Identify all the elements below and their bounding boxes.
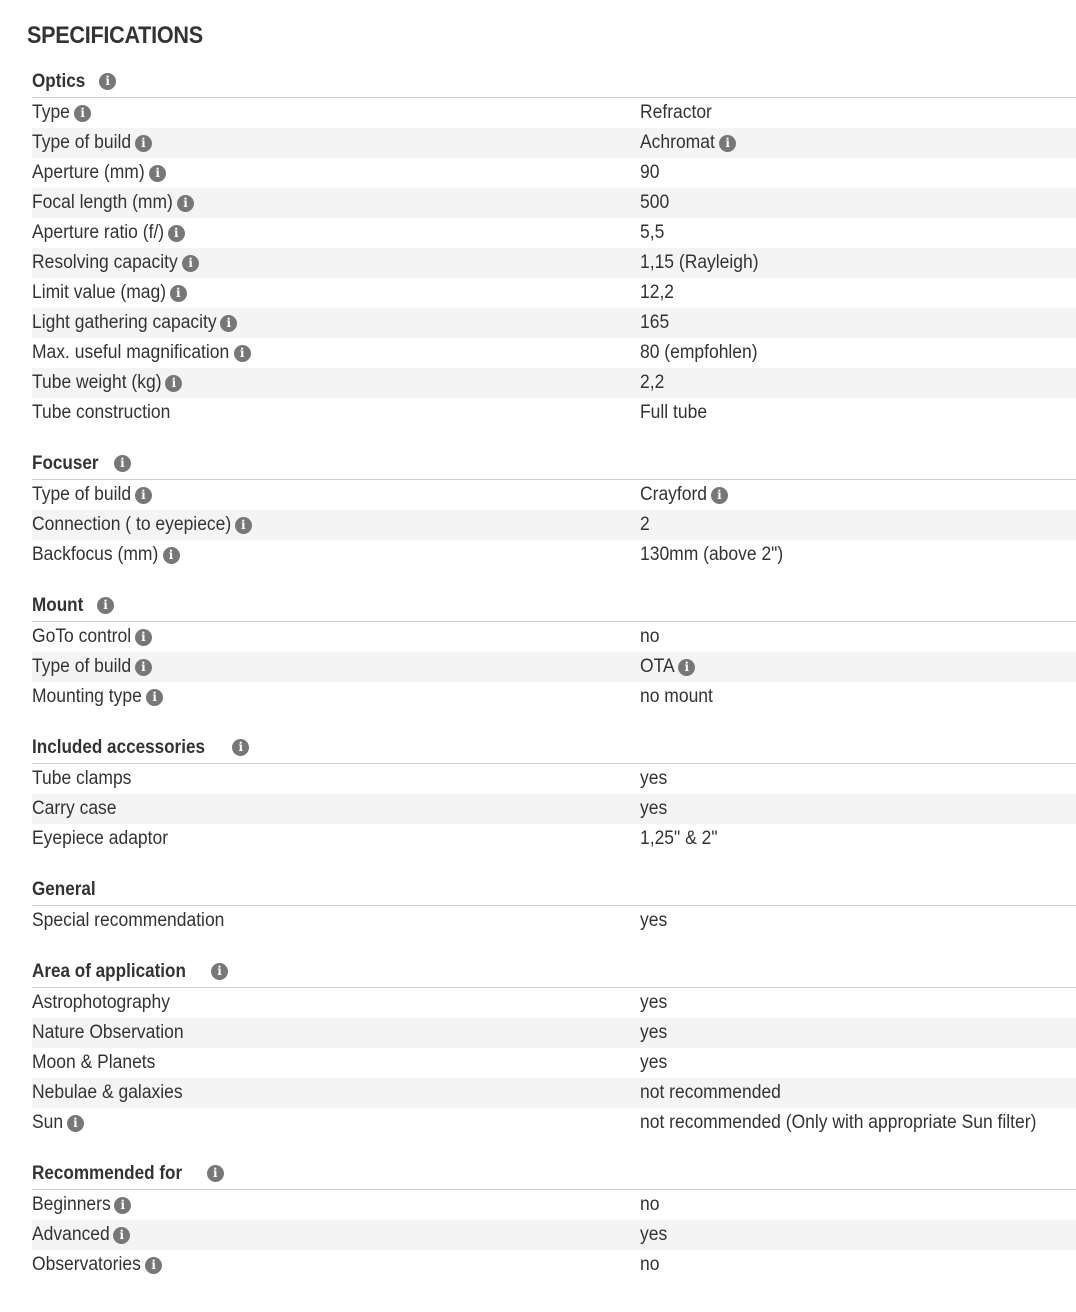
info-icon[interactable]: i (207, 1165, 224, 1182)
spec-row (32, 98, 1076, 128)
spec-value-text: Full tube (640, 402, 708, 423)
section-header-optics (32, 64, 1076, 98)
spec-value-text: yes (640, 798, 668, 819)
spec-label (32, 828, 640, 850)
spec-value-text: yes (640, 1052, 668, 1073)
info-icon[interactable]: i (163, 547, 180, 564)
spec-label-text: Nebulae & galaxies (32, 1082, 183, 1103)
spec-value (640, 514, 1076, 536)
spec-value (640, 1194, 1076, 1216)
spec-value-text: Crayford (640, 484, 708, 505)
section-title: General (32, 878, 96, 900)
spec-value-text: yes (640, 992, 668, 1013)
section-title: Included accessories (32, 736, 205, 758)
spec-row (32, 794, 1076, 824)
spec-row (32, 1250, 1076, 1280)
spec-label (32, 1112, 640, 1134)
spec-value-text: 1,25" & 2" (640, 828, 718, 849)
spec-label (32, 222, 640, 244)
spec-label (32, 992, 640, 1014)
spec-label (32, 1022, 640, 1044)
spec-value-text: 90 (640, 162, 660, 183)
spec-label-text: Observatories (32, 1254, 141, 1275)
spec-value-text: yes (640, 768, 668, 789)
spec-value (640, 992, 1076, 1014)
spec-row (32, 682, 1076, 712)
spec-label (32, 102, 640, 124)
spec-value-text: OTA (640, 656, 675, 677)
spec-value (640, 222, 1076, 244)
spec-row (32, 278, 1076, 308)
spec-row (32, 398, 1076, 428)
spec-value-text: no (640, 626, 660, 647)
spec-value (640, 1022, 1076, 1044)
spec-label (32, 626, 640, 648)
spec-label-text: Nature Observation (32, 1022, 184, 1043)
spec-label (32, 514, 640, 536)
spec-value-text: 500 (640, 192, 670, 213)
spec-value-text: 130mm (above 2") (640, 544, 784, 565)
spec-label-text: Focal length (mm) (32, 192, 173, 213)
info-icon[interactable]: i (113, 1227, 130, 1244)
specifications-table (32, 64, 1076, 1280)
spec-label-text: Max. useful magnification (32, 342, 230, 363)
spec-label (32, 1052, 640, 1074)
spec-value (640, 402, 1076, 424)
info-icon[interactable]: i (234, 345, 251, 362)
section-spacer (32, 712, 1076, 730)
spec-label-text: Astrophotography (32, 992, 170, 1013)
spec-row (32, 128, 1076, 158)
section-header-focuser (32, 446, 1076, 480)
spec-label (32, 1082, 640, 1104)
spec-label (32, 252, 640, 274)
info-icon[interactable]: i (678, 659, 695, 676)
info-icon[interactable]: i (235, 517, 252, 534)
spec-label (32, 312, 640, 334)
page-title: SPECIFICATIONS (27, 22, 203, 50)
spec-label-text: Connection ( to eyepiece) (32, 514, 232, 535)
info-icon[interactable]: i (135, 629, 152, 646)
spec-label-text: Special recommendation (32, 910, 225, 931)
spec-row (32, 368, 1076, 398)
spec-row (32, 622, 1076, 652)
spec-label (32, 372, 640, 394)
spec-value (640, 1254, 1076, 1276)
spec-label-text: GoTo control (32, 626, 132, 647)
spec-label-text: Sun (32, 1112, 64, 1133)
spec-label-text: Tube construction (32, 402, 171, 423)
spec-value (640, 768, 1076, 790)
spec-row (32, 652, 1076, 682)
info-icon[interactable]: i (168, 225, 185, 242)
spec-row (32, 988, 1076, 1018)
spec-value (640, 102, 1076, 124)
spec-label-text: Aperture (mm) (32, 162, 145, 183)
spec-label (32, 282, 640, 304)
spec-value (640, 626, 1076, 648)
section-spacer (32, 570, 1076, 588)
spec-value-text: Achromat (640, 132, 715, 153)
spec-value-text: 1,15 (Rayleigh) (640, 252, 759, 273)
spec-label (32, 402, 640, 424)
spec-value (640, 162, 1076, 184)
spec-row (32, 1018, 1076, 1048)
info-icon[interactable]: i (177, 195, 194, 212)
spec-value-text: not recommended (640, 1082, 781, 1103)
spec-value (640, 1052, 1076, 1074)
spec-label (32, 132, 640, 154)
section-header-general (32, 872, 1076, 906)
info-icon[interactable]: i (146, 689, 163, 706)
info-icon[interactable]: i (170, 285, 187, 302)
spec-value (640, 686, 1076, 708)
info-icon[interactable]: i (74, 105, 91, 122)
info-icon[interactable]: i (220, 315, 237, 332)
spec-row (32, 510, 1076, 540)
info-icon[interactable]: i (135, 487, 152, 504)
section-spacer (32, 1138, 1076, 1156)
spec-label (32, 656, 640, 678)
spec-value (640, 484, 1076, 506)
info-icon[interactable]: i (232, 739, 249, 756)
spec-label-text: Tube clamps (32, 768, 132, 789)
info-icon[interactable]: i (99, 73, 116, 90)
section-spacer (32, 936, 1076, 954)
spec-value (640, 798, 1076, 820)
spec-label (32, 1224, 640, 1246)
section-title: Area of application (32, 960, 186, 982)
spec-label-text: Type of build (32, 132, 132, 153)
section-spacer (32, 854, 1076, 872)
info-icon[interactable]: i (97, 597, 114, 614)
spec-label (32, 768, 640, 790)
spec-label (32, 1254, 640, 1276)
spec-row (32, 1048, 1076, 1078)
spec-label-text: Type of build (32, 484, 132, 505)
spec-label (32, 1194, 640, 1216)
spec-value-text: yes (640, 1022, 668, 1043)
spec-label-text: Carry case (32, 798, 117, 819)
spec-label-text: Tube weight (kg) (32, 372, 162, 393)
spec-value (640, 132, 1076, 154)
spec-label-text: Limit value (mag) (32, 282, 167, 303)
spec-label-text: Light gathering capacity (32, 312, 217, 333)
spec-label-text: Resolving capacity (32, 252, 178, 273)
spec-row (32, 906, 1076, 936)
spec-value (640, 1224, 1076, 1246)
info-icon[interactable]: i (711, 487, 728, 504)
section-title: Mount (32, 594, 84, 616)
spec-row (32, 824, 1076, 854)
spec-value (640, 656, 1076, 678)
spec-row (32, 1078, 1076, 1108)
spec-label-text: Aperture ratio (f/) (32, 222, 165, 243)
spec-value (640, 342, 1076, 364)
spec-label (32, 686, 640, 708)
spec-row (32, 218, 1076, 248)
spec-value-text: 2,2 (640, 372, 665, 393)
spec-value (640, 1082, 1076, 1104)
spec-label-text: Mounting type (32, 686, 142, 707)
spec-value (640, 312, 1076, 334)
spec-value-text: 5,5 (640, 222, 665, 243)
spec-label (32, 484, 640, 506)
spec-label-text: Beginners (32, 1194, 111, 1215)
section-header-included-accessories (32, 730, 1076, 764)
info-icon[interactable]: i (67, 1115, 84, 1132)
spec-label (32, 910, 640, 932)
info-icon[interactable]: i (719, 135, 736, 152)
spec-label (32, 544, 640, 566)
spec-row (32, 1190, 1076, 1220)
spec-value-text: no (640, 1254, 660, 1275)
info-icon[interactable]: i (165, 375, 182, 392)
spec-row (32, 480, 1076, 510)
spec-row (32, 1108, 1076, 1138)
info-icon[interactable]: i (211, 963, 228, 980)
spec-row (32, 764, 1076, 794)
spec-label (32, 192, 640, 214)
info-icon[interactable]: i (135, 135, 152, 152)
spec-label-text: Backfocus (mm) (32, 544, 159, 565)
spec-value (640, 282, 1076, 304)
spec-label (32, 342, 640, 364)
spec-value-text: yes (640, 910, 668, 931)
info-icon[interactable]: i (114, 455, 131, 472)
spec-row (32, 308, 1076, 338)
section-spacer (32, 428, 1076, 446)
spec-value-text: 80 (empfohlen) (640, 342, 758, 363)
spec-value (640, 1112, 1076, 1134)
info-icon[interactable]: i (145, 1257, 162, 1274)
spec-value-text: no mount (640, 686, 713, 707)
info-icon[interactable]: i (182, 255, 199, 272)
spec-label-text: Type of build (32, 656, 132, 677)
info-icon[interactable]: i (114, 1197, 131, 1214)
spec-value (640, 192, 1076, 214)
spec-value-text: yes (640, 1224, 668, 1245)
spec-row (32, 338, 1076, 368)
spec-value (640, 910, 1076, 932)
spec-label-text: Advanced (32, 1224, 110, 1245)
spec-label (32, 798, 640, 820)
spec-value-text: Refractor (640, 102, 712, 123)
section-title: Recommended for (32, 1162, 183, 1184)
section-title: Focuser (32, 452, 99, 474)
spec-row (32, 1220, 1076, 1250)
spec-label (32, 162, 640, 184)
section-header-area-of-application (32, 954, 1076, 988)
spec-value (640, 252, 1076, 274)
spec-row (32, 158, 1076, 188)
spec-value (640, 544, 1076, 566)
info-icon[interactable]: i (135, 659, 152, 676)
spec-value (640, 372, 1076, 394)
spec-label-text: Eyepiece adaptor (32, 828, 169, 849)
info-icon[interactable]: i (149, 165, 166, 182)
spec-row (32, 188, 1076, 218)
spec-value (640, 828, 1076, 850)
section-header-mount (32, 588, 1076, 622)
section-title: Optics (32, 70, 86, 92)
spec-value-text: 165 (640, 312, 670, 333)
spec-row (32, 248, 1076, 278)
spec-value-text: 2 (640, 514, 650, 535)
section-header-recommended-for (32, 1156, 1076, 1190)
spec-row (32, 540, 1076, 570)
spec-label-text: Type (32, 102, 70, 123)
spec-value-text: not recommended (Only with appropriate Sun filter) (640, 1112, 1037, 1133)
spec-label-text: Moon & Planets (32, 1052, 156, 1073)
spec-value-text: no (640, 1194, 660, 1215)
spec-value-text: 12,2 (640, 282, 675, 303)
